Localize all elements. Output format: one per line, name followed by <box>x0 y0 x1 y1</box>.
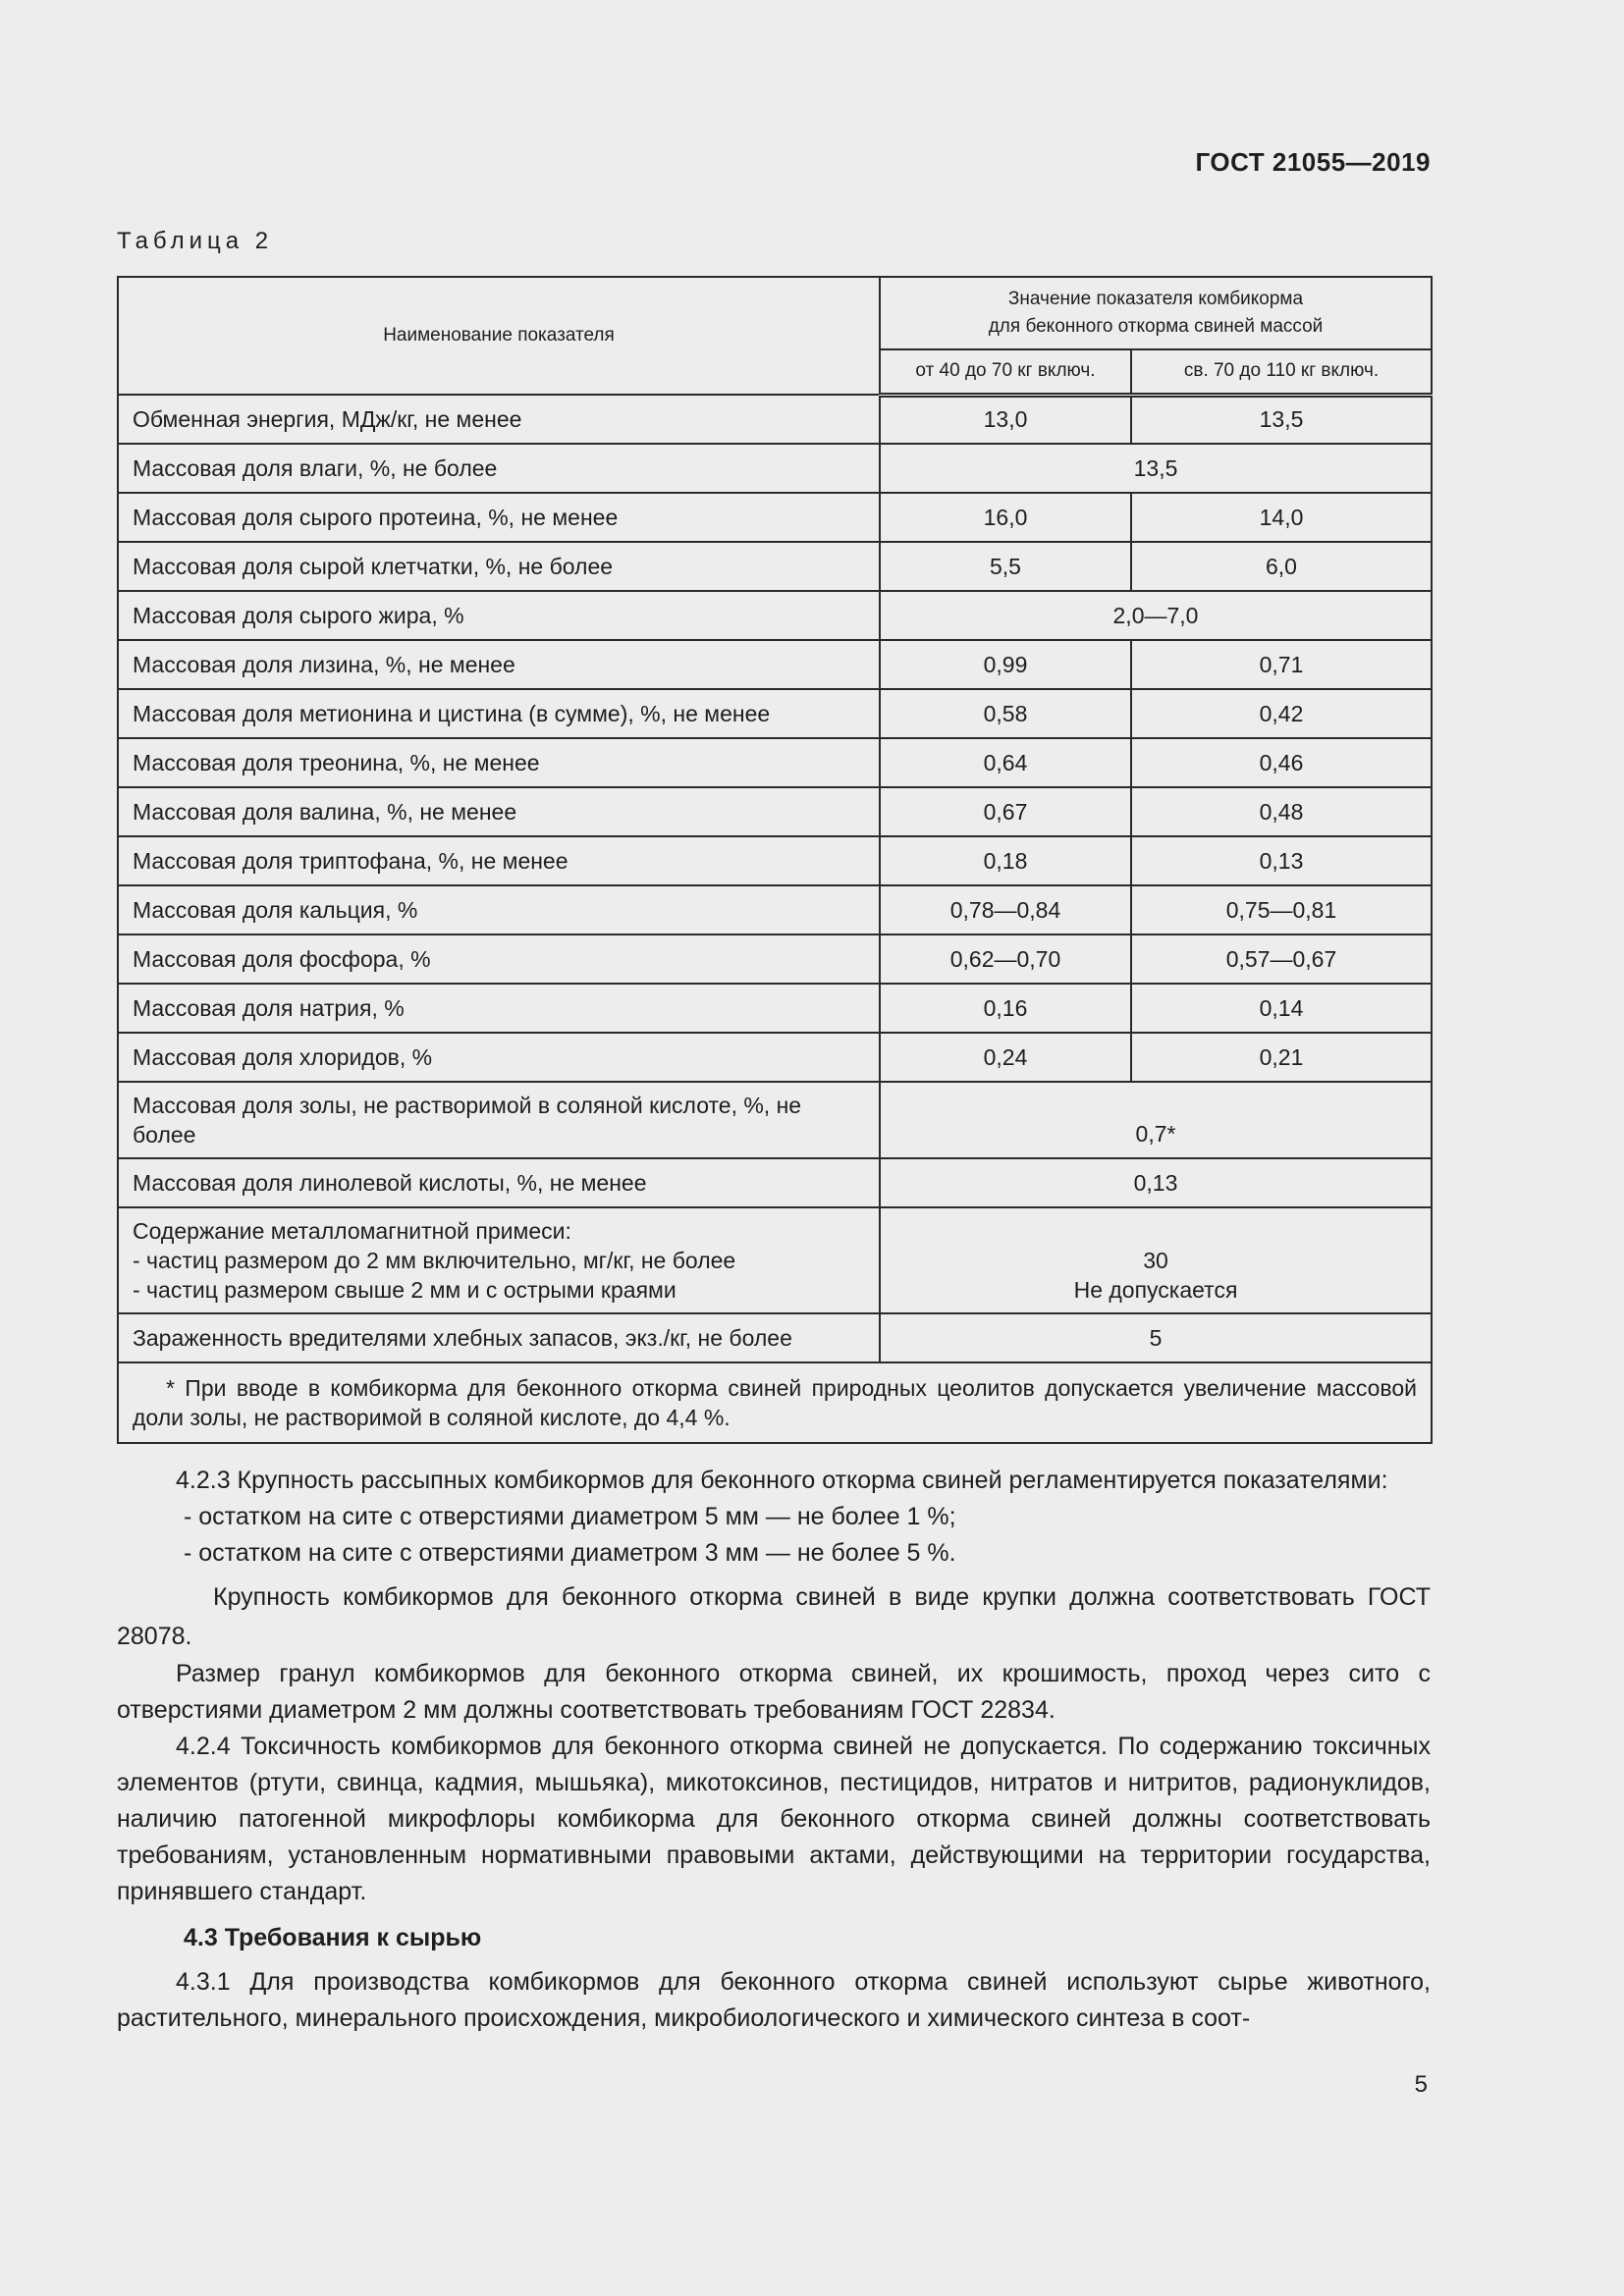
table-row <box>118 836 1432 885</box>
row-label: Массовая доля сырой клетчатки, %, не более <box>118 542 880 591</box>
paragraph-4-2-3: 4.2.3 Крупность рассыпных комбикормов для беконного откорма свиней регламентируется показателями: <box>176 1467 1388 1494</box>
row-label: Массовая доля метионина и цистина (в сумме), %, не менее <box>118 689 880 738</box>
row-label: Массовая доля сырого жира, % <box>118 591 880 640</box>
table-row <box>118 787 1432 836</box>
value-cell: 14,0 <box>1131 493 1432 542</box>
column-group-header <box>880 277 1432 349</box>
table-row <box>118 444 1432 493</box>
value-cell: 13,5 <box>1131 395 1432 444</box>
value-line: 30 <box>1143 1248 1168 1273</box>
table-row <box>118 395 1432 444</box>
value-cell: 0,64 <box>880 738 1131 787</box>
row-label: Массовая доля лизина, %, не менее <box>118 640 880 689</box>
row-label: Массовая доля хлоридов, % <box>118 1033 880 1082</box>
table-row <box>118 689 1432 738</box>
value-cell: 0,16 <box>880 984 1131 1033</box>
paragraph-granuly: Размер гранул комбикормов для беконного откорма свиней, их крошимость, проход через сито с отверстиями диаметром 2 мм должны соответствовать требованиям ГОСТ 22834. <box>117 1660 1431 1724</box>
value-cell: 13,0 <box>880 395 1131 444</box>
row-label: Массовая доля влаги, %, не более <box>118 444 880 493</box>
table-row <box>118 1313 1432 1362</box>
row-label: Зараженность вредителями хлебных запасов, экз./кг, не более <box>118 1313 880 1362</box>
document-code: ГОСТ 21055—2019 <box>1195 147 1431 177</box>
table-row <box>118 1207 1432 1313</box>
table-row <box>118 885 1432 934</box>
row-label: Массовая доля линолевой кислоты, %, не менее <box>118 1158 880 1207</box>
table-footnote: * При вводе в комбикорма для беконного откорма свиней природных цеолитов допускается увеличение массовой доли золы, не растворимой в соляной кислоте, до 4,4 %. <box>118 1362 1432 1443</box>
value-cell: 5,5 <box>880 542 1131 591</box>
value-cell: 0,71 <box>1131 640 1432 689</box>
paragraph-4-2-4: 4.2.4 Токсичность комбикормов для беконного откорма свиней не допускается. По содержанию токсичных элементов (ртути, свинца, кадмия, мышьяка), микотоксинов, пестицидов, нитратов и нитритов, радионуклидов, наличию патогенной микрофлоры комбикорма для беконного откорма свиней должны соответствовать требованиям, установленным нормативными правовыми актами, действующими на территории государства, принявшего стандарт. <box>117 1733 1431 1905</box>
value-cell: 0,14 <box>1131 984 1432 1033</box>
value-ash: 0,7* <box>1135 1121 1176 1147</box>
column-header-name: Наименование показателя <box>118 277 880 395</box>
paragraph-krupka: Крупность комбикормов для беконного откорма свиней в виде крупки должна соответствовать ГОСТ 28078. <box>117 1583 1431 1650</box>
row-label: Массовая доля кальция, % <box>118 885 880 934</box>
value-cell: 0,48 <box>1131 787 1432 836</box>
section-heading-4-3: 4.3 Требования к сырью <box>184 1924 482 1951</box>
table-row <box>118 1082 1432 1158</box>
list-item: - остатком на сите с отверстиями диаметром 3 мм — не более 5 %. <box>184 1539 956 1567</box>
value-cell: 0,24 <box>880 1033 1131 1082</box>
paragraph-4-3-1: 4.3.1 Для производства комбикормов для беконного откорма свиней используют сырье животного, растительного, минерального происхождения, микробиологического и химического синтеза в соот- <box>117 1968 1431 2032</box>
row-label-line: - частиц размером свыше 2 мм и с острыми краями <box>133 1277 677 1303</box>
value-cell-merged: 2,0—7,0 <box>880 591 1432 640</box>
value-cell: 0,67 <box>880 787 1131 836</box>
value-cell: 0,13 <box>1131 836 1432 885</box>
row-label: Массовая доля натрия, % <box>118 984 880 1033</box>
table-row <box>118 738 1432 787</box>
value-cell: 0,75—0,81 <box>1131 885 1432 934</box>
row-label: Массовая доля сырого протеина, %, не менее <box>118 493 880 542</box>
table-row <box>118 984 1432 1033</box>
value-cell: 0,46 <box>1131 738 1432 787</box>
value-cell-merged <box>880 1207 1432 1313</box>
value-cell: 0,57—0,67 <box>1131 934 1432 984</box>
value-cell: 0,62—0,70 <box>880 934 1131 984</box>
table-row <box>118 542 1432 591</box>
row-label: Массовая доля золы, не растворимой в соляной кислоте, %, не более <box>118 1082 880 1158</box>
row-label: Массовая доля треонина, %, не менее <box>118 738 880 787</box>
value-cell-merged <box>880 1082 1432 1158</box>
group-header-line1: Значение показателя комбикорма <box>1007 289 1304 309</box>
row-label: Массовая доля валина, %, не менее <box>118 787 880 836</box>
table-footnote-row <box>118 1362 1432 1443</box>
value-cell: 0,99 <box>880 640 1131 689</box>
table-row <box>118 493 1432 542</box>
table-row <box>118 934 1432 984</box>
table-row <box>118 1158 1432 1207</box>
table-row <box>118 591 1432 640</box>
row-label-line: Содержание металломагнитной примеси: <box>133 1218 571 1244</box>
column-header-40-70: от 40 до 70 кг включ. <box>880 349 1131 395</box>
value-cell: 0,78—0,84 <box>880 885 1131 934</box>
value-cell-merged: 13,5 <box>880 444 1432 493</box>
value-line: Не допускается <box>1073 1277 1238 1303</box>
column-header-70-110: св. 70 до 110 кг включ. <box>1131 349 1432 395</box>
value-cell: 16,0 <box>880 493 1131 542</box>
value-cell: 0,58 <box>880 689 1131 738</box>
row-label: Массовая доля фосфора, % <box>118 934 880 984</box>
value-cell: 0,18 <box>880 836 1131 885</box>
row-label-multiline <box>118 1207 880 1313</box>
value-cell: 0,21 <box>1131 1033 1432 1082</box>
page-number: 5 <box>1414 2071 1428 2098</box>
table-row <box>118 1033 1432 1082</box>
body-text <box>117 1463 1431 2037</box>
value-cell: 0,42 <box>1131 689 1432 738</box>
group-header-line2: для беконного откорма свиней массой <box>988 316 1324 337</box>
value-cell: 6,0 <box>1131 542 1432 591</box>
value-cell-merged: 5 <box>880 1313 1432 1362</box>
requirements-table <box>117 276 1433 1444</box>
table-row <box>118 640 1432 689</box>
row-label: Обменная энергия, МДж/кг, не менее <box>118 395 880 444</box>
table-caption: Таблица 2 <box>117 228 274 254</box>
row-label-line: - частиц размером до 2 мм включительно, мг/кг, не более <box>133 1248 736 1273</box>
list-item: - остатком на сите с отверстиями диаметром 5 мм — не более 1 %; <box>184 1503 956 1530</box>
value-cell-merged: 0,13 <box>880 1158 1432 1207</box>
row-label: Массовая доля триптофана, %, не менее <box>118 836 880 885</box>
